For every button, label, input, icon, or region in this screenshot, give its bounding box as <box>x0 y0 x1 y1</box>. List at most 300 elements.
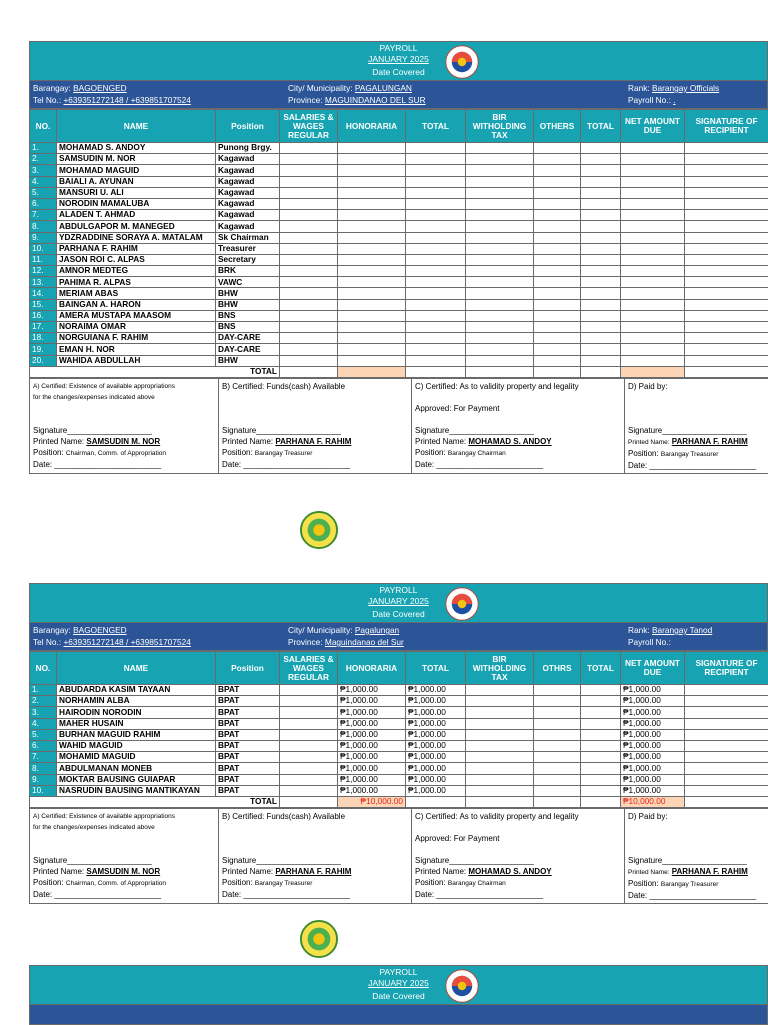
signature-cell <box>685 176 768 187</box>
position-line: Position: Barangay Chairman <box>415 447 621 459</box>
table-row <box>30 740 768 751</box>
employee-position: BRK <box>216 266 280 277</box>
barangay-seal-icon <box>300 511 338 549</box>
total2-cell <box>581 299 621 310</box>
employee-position: BPAT <box>216 740 280 751</box>
table-row <box>30 176 768 187</box>
row-number: 9. <box>30 774 57 785</box>
province-value: MAGUINDANAO DEL SUR <box>325 95 426 105</box>
total2-cell <box>581 143 621 154</box>
position-line: Position: Barangay Treasurer <box>222 877 408 889</box>
row-number: 18. <box>30 333 57 344</box>
total2-cell <box>581 198 621 209</box>
position-value: Chairman, Comm. of Appropriation <box>66 450 166 457</box>
salaries-cell <box>280 154 338 165</box>
net-amount-cell <box>621 344 685 355</box>
employee-position: Kagawad <box>216 187 280 198</box>
employee-position: BPAT <box>216 785 280 796</box>
employee-name: WAHIDA ABDULLAH <box>57 355 216 366</box>
rank-value: Barangay Officials <box>652 83 719 93</box>
signature-cell <box>685 198 768 209</box>
printed-name-value: MOHAMAD S. ANDOY <box>468 437 551 446</box>
bir-tax-cell <box>466 187 534 198</box>
certification-section <box>29 808 768 904</box>
others-cell <box>534 310 581 321</box>
salaries-cell <box>280 707 338 718</box>
others-cell <box>534 277 581 288</box>
others-cell <box>534 254 581 265</box>
honoraria-cell <box>338 221 406 232</box>
total2-cell <box>581 165 621 176</box>
bir-tax-cell <box>466 299 534 310</box>
salaries-cell <box>280 299 338 310</box>
bir-tax-cell <box>466 143 534 154</box>
total-cell <box>406 143 466 154</box>
honoraria-cell: ₱1,000.00 <box>338 740 406 751</box>
employee-name: ABDULGAPOR M. MANEGED <box>57 221 216 232</box>
total2-cell <box>581 232 621 243</box>
honoraria-cell: ₱1,000.00 <box>338 763 406 774</box>
signature-line: Signature___________________ <box>628 425 765 436</box>
printed-name-line: Printed Name: PARHANA F. RAHIM <box>628 866 765 878</box>
net-amount-cell <box>621 176 685 187</box>
salaries-cell <box>280 143 338 154</box>
honoraria-cell: ₱1,000.00 <box>338 729 406 740</box>
printed-name-value: SAMSUDIN M. NOR <box>86 867 160 876</box>
total2-cell <box>581 696 621 707</box>
others-cell <box>534 210 581 221</box>
table-row <box>30 277 768 288</box>
payroll-info-bar: Barangay: BAGOENGED Tel No.: +639351272148 / +639851707524 City/ Municipality: PAGALUNGAN Province: MAGUINDANAO DEL SUR Rank: Barangay Officials Payroll No.: . <box>29 81 768 109</box>
employee-name: HAIRODIN NORODIN <box>57 707 216 718</box>
employee-name: NORAIMA OMAR <box>57 322 216 333</box>
signature-cell <box>685 752 768 763</box>
payroll-title-bar <box>29 41 768 81</box>
payroll-info-bar: Barangay: BAGOENGED Tel No.: +639351272148 / +639851707524 City/ Municipality: Pagalungan Province: Maguindanao del Sur Rank: Barangay Tanod Payroll No.: <box>29 623 768 651</box>
signature-line: Signature___________________ <box>33 855 215 866</box>
total2-cell <box>581 322 621 333</box>
total2-cell <box>581 310 621 321</box>
barangay-value: BAGOENGED <box>73 625 126 635</box>
employee-position: Kagawad <box>216 154 280 165</box>
others-cell <box>534 154 581 165</box>
salaries-cell <box>280 187 338 198</box>
honoraria-cell <box>338 176 406 187</box>
row-number: 6. <box>30 740 57 751</box>
others-cell <box>534 774 581 785</box>
salaries-cell <box>280 221 338 232</box>
employee-name: YDZRADDINE SORAYA A. MATALAM <box>57 232 216 243</box>
employee-position: Treasurer <box>216 243 280 254</box>
bir-tax-cell <box>466 176 534 187</box>
honoraria-cell <box>338 288 406 299</box>
row-number: 13. <box>30 277 57 288</box>
salaries-cell <box>280 176 338 187</box>
total-cell <box>406 176 466 187</box>
salaries-cell <box>280 763 338 774</box>
total-cell: ₱1,000.00 <box>406 763 466 774</box>
total2-cell <box>581 333 621 344</box>
salaries-cell <box>280 243 338 254</box>
honoraria-cell: ₱1,000.00 <box>338 718 406 729</box>
payroll-period: JANUARY 2025 <box>30 978 767 988</box>
salaries-cell <box>280 333 338 344</box>
honoraria-cell <box>338 165 406 176</box>
table-row <box>30 355 768 366</box>
honoraria-cell <box>338 210 406 221</box>
others-cell <box>534 344 581 355</box>
employee-position: DAY-CARE <box>216 344 280 355</box>
salaries-cell <box>280 740 338 751</box>
cert-text: for the changes/expenses indicated above <box>33 822 215 833</box>
payroll-sheet-partial <box>29 965 768 1025</box>
signature-line: Signature___________________ <box>222 425 408 436</box>
total2-cell <box>581 685 621 696</box>
others-cell <box>534 221 581 232</box>
employee-position: Kagawad <box>216 221 280 232</box>
employee-position: BPAT <box>216 718 280 729</box>
net-amount-cell <box>621 333 685 344</box>
total2-cell <box>581 763 621 774</box>
honoraria-cell <box>338 232 406 243</box>
signature-cell <box>685 344 768 355</box>
net-amount-cell: ₱1,000.00 <box>621 763 685 774</box>
honoraria-cell: ₱1,000.00 <box>338 685 406 696</box>
row-number: 4. <box>30 176 57 187</box>
total2-cell <box>581 774 621 785</box>
total2-cell <box>581 344 621 355</box>
table-row <box>30 210 768 221</box>
employee-name: BURHAN MAGUID RAHIM <box>57 729 216 740</box>
honoraria-cell <box>338 243 406 254</box>
employee-name: NASRUDIN BAUSING MANTIKAYAN <box>57 785 216 796</box>
bir-tax-cell <box>466 740 534 751</box>
bir-tax-cell <box>466 729 534 740</box>
signature-cell <box>685 299 768 310</box>
table-row <box>30 685 768 696</box>
signature-cell <box>685 232 768 243</box>
cert-text: B) Certified: Funds(cash) Available <box>222 811 408 822</box>
employee-position: Kagawad <box>216 176 280 187</box>
total2-cell <box>581 210 621 221</box>
others-cell <box>534 322 581 333</box>
salaries-cell <box>280 266 338 277</box>
total2-cell <box>581 221 621 232</box>
total2-cell <box>581 288 621 299</box>
table-row <box>30 165 768 176</box>
net-amount-cell <box>621 277 685 288</box>
employee-name: ABUDARDA KASIM TAYAAN <box>57 685 216 696</box>
payroll-title: PAYROLL <box>30 585 767 595</box>
salaries-cell <box>280 729 338 740</box>
signature-line: Signature___________________ <box>415 855 621 866</box>
date-line: Date: ________________________ <box>415 459 621 470</box>
province-value: Maguindanao del Sur <box>325 637 404 647</box>
row-number: 17. <box>30 322 57 333</box>
signature-cell <box>685 254 768 265</box>
row-number: 6. <box>30 198 57 209</box>
row-number: 2. <box>30 154 57 165</box>
cert-text: B) Certified: Funds(cash) Available <box>222 381 408 392</box>
position-line: Position: Barangay Chairman <box>415 877 621 889</box>
honoraria-cell <box>338 277 406 288</box>
salaries-cell <box>280 718 338 729</box>
table-row <box>30 333 768 344</box>
total-cell <box>406 154 466 165</box>
signature-cell <box>685 266 768 277</box>
employee-position: Kagawad <box>216 210 280 221</box>
honoraria-cell <box>338 355 406 366</box>
date-line: Date: ________________________ <box>222 459 408 470</box>
bir-tax-cell <box>466 763 534 774</box>
total2-cell <box>581 266 621 277</box>
signature-cell <box>685 288 768 299</box>
total2-cell <box>581 277 621 288</box>
position-value: Barangay Chairman <box>448 450 506 457</box>
table-row <box>30 232 768 243</box>
others-cell <box>534 333 581 344</box>
tel-value: +639351272148 / +639851707524 <box>63 95 190 105</box>
table-row <box>30 187 768 198</box>
net-amount-cell: ₱1,000.00 <box>621 729 685 740</box>
salaries-cell <box>280 165 338 176</box>
bir-tax-cell <box>466 288 534 299</box>
employee-name: WAHID MAGUID <box>57 740 216 751</box>
position-value: Barangay Chairman <box>448 880 506 887</box>
municipal-seal-icon <box>445 587 479 621</box>
table-row <box>30 143 768 154</box>
signature-cell <box>685 707 768 718</box>
total-cell <box>406 344 466 355</box>
row-number: 1. <box>30 143 57 154</box>
honoraria-cell: ₱1,000.00 <box>338 774 406 785</box>
signature-cell <box>685 322 768 333</box>
net-amount-cell <box>621 165 685 176</box>
employee-position: BPAT <box>216 763 280 774</box>
others-cell <box>534 718 581 729</box>
row-number: 7. <box>30 210 57 221</box>
printed-name-value: SAMSUDIN M. NOR <box>86 437 160 446</box>
rank-value: Barangay Tanod <box>652 625 712 635</box>
printed-name-value: PARHANA F. RAHIM <box>275 867 351 876</box>
cert-text: C) Certified: As to validity property and legality <box>415 381 621 392</box>
row-number: 8. <box>30 763 57 774</box>
total-cell <box>406 232 466 243</box>
total-cell: ₱1,000.00 <box>406 740 466 751</box>
employee-name: NORHAMIN ALBA <box>57 696 216 707</box>
bir-tax-cell <box>466 696 534 707</box>
cert-block-d <box>625 808 768 903</box>
salaries-cell <box>280 210 338 221</box>
employee-position: BPAT <box>216 685 280 696</box>
total-cell: ₱1,000.00 <box>406 785 466 796</box>
total-cell <box>406 198 466 209</box>
employee-name: MANSURI U. ALI <box>57 187 216 198</box>
salaries-cell <box>280 685 338 696</box>
payroll-title: PAYROLL <box>30 967 767 977</box>
date-line: Date: ________________________ <box>415 889 621 900</box>
others-cell <box>534 785 581 796</box>
printed-name-value: PARHANA F. RAHIM <box>672 867 748 876</box>
employee-position: Kagawad <box>216 198 280 209</box>
table-row <box>30 696 768 707</box>
employee-name: AMERA MUSTAPA MAASOM <box>57 310 216 321</box>
signature-cell <box>685 729 768 740</box>
employee-name: AMNOR MEDTEG <box>57 266 216 277</box>
honoraria-cell <box>338 322 406 333</box>
honoraria-cell: ₱1,000.00 <box>338 696 406 707</box>
honoraria-cell <box>338 198 406 209</box>
total2-cell <box>581 355 621 366</box>
employee-name: ALADEN T. AHMAD <box>57 210 216 221</box>
table-row <box>30 198 768 209</box>
employee-position: DAY-CARE <box>216 333 280 344</box>
net-amount-cell <box>621 221 685 232</box>
date-line: Date: ________________________ <box>33 459 215 470</box>
net-amount-cell <box>621 143 685 154</box>
employee-position: VAWC <box>216 277 280 288</box>
net-amount-cell: ₱1,000.00 <box>621 785 685 796</box>
cert-text: D) Paid by: <box>628 381 765 392</box>
printed-name-value: MOHAMAD S. ANDOY <box>468 867 551 876</box>
honoraria-cell: ₱1,000.00 <box>338 707 406 718</box>
total2-cell <box>581 729 621 740</box>
table-row <box>30 718 768 729</box>
table-row <box>30 310 768 321</box>
total-cell: ₱1,000.00 <box>406 752 466 763</box>
signature-cell <box>685 333 768 344</box>
total-cell: ₱1,000.00 <box>406 774 466 785</box>
bir-tax-cell <box>466 718 534 729</box>
printed-name-line: Printed Name: PARHANA F. RAHIM <box>222 436 408 447</box>
signature-cell <box>685 310 768 321</box>
cert-block-c <box>412 808 625 903</box>
barangay-seal-icon <box>300 920 338 958</box>
table-row <box>30 221 768 232</box>
bir-tax-cell <box>466 322 534 333</box>
others-cell <box>534 685 581 696</box>
signature-cell <box>685 165 768 176</box>
signature-cell <box>685 143 768 154</box>
honoraria-cell: ₱1,000.00 <box>338 785 406 796</box>
total-cell <box>406 266 466 277</box>
position-line: Position: Chairman, Comm. of Appropriation <box>33 877 215 889</box>
net-amount-cell <box>621 310 685 321</box>
others-cell <box>534 288 581 299</box>
total-cell <box>406 299 466 310</box>
salaries-cell <box>280 310 338 321</box>
table-header-row: NO. NAME Position SALARIES & WAGES REGULAR HONORARIA TOTAL BIR WITHOLDING TAX OTHRS TOTAL NET AMOUNT DUE SIGNATURE OF RECIPIENT <box>30 652 768 685</box>
others-cell <box>534 176 581 187</box>
total2-cell <box>581 785 621 796</box>
cert-block-a <box>30 378 219 473</box>
net-amount-cell <box>621 299 685 310</box>
table-row <box>30 344 768 355</box>
signature-cell <box>685 740 768 751</box>
employee-name: MOHAMID MAGUID <box>57 752 216 763</box>
others-cell <box>534 243 581 254</box>
printed-name-line: Printed Name: MOHAMAD S. ANDOY <box>415 866 621 877</box>
date-line: Date: ________________________ <box>628 890 765 901</box>
others-cell <box>534 165 581 176</box>
signature-cell <box>685 277 768 288</box>
employee-name: PARHANA F. RAHIM <box>57 243 216 254</box>
salaries-cell <box>280 232 338 243</box>
payroll-title-bar <box>29 965 768 1005</box>
total-cell <box>406 355 466 366</box>
row-number: 9. <box>30 232 57 243</box>
net-amount-cell: ₱1,000.00 <box>621 718 685 729</box>
bir-tax-cell <box>466 154 534 165</box>
total2-cell <box>581 187 621 198</box>
signature-cell <box>685 221 768 232</box>
cert-block-a <box>30 808 219 903</box>
date-line: Date: ________________________ <box>628 460 765 471</box>
bir-tax-cell <box>466 752 534 763</box>
date-covered-label: Date Covered <box>30 67 767 77</box>
row-number: 16. <box>30 310 57 321</box>
row-number: 10. <box>30 243 57 254</box>
total-cell <box>406 277 466 288</box>
total-cell: ₱1,000.00 <box>406 718 466 729</box>
signature-cell <box>685 187 768 198</box>
employee-name: BAINGAN A. HARON <box>57 299 216 310</box>
row-number: 3. <box>30 707 57 718</box>
bir-tax-cell <box>466 266 534 277</box>
row-number: 12. <box>30 266 57 277</box>
table-row <box>30 266 768 277</box>
row-number: 2. <box>30 696 57 707</box>
signature-cell <box>685 718 768 729</box>
others-cell <box>534 198 581 209</box>
net-amount-cell: ₱1,000.00 <box>621 696 685 707</box>
honoraria-cell: ₱1,000.00 <box>338 752 406 763</box>
position-line: Position: Chairman, Comm. of Appropriation <box>33 447 215 459</box>
table-row <box>30 243 768 254</box>
employee-name: MOKTAR BAUSING GUIAPAR <box>57 774 216 785</box>
table-row <box>30 322 768 333</box>
table-total-row: TOTAL <box>30 366 768 377</box>
salaries-cell <box>280 355 338 366</box>
others-cell <box>534 752 581 763</box>
table-total-row: TOTAL ₱10,000.00 ₱10,000.00 <box>30 796 768 807</box>
date-line: Date: ________________________ <box>33 889 215 900</box>
total2-cell <box>581 740 621 751</box>
row-number: 11. <box>30 254 57 265</box>
honoraria-cell <box>338 310 406 321</box>
employee-name: MAHER HUSAIN <box>57 718 216 729</box>
employee-name: JASON ROI C. ALPAS <box>57 254 216 265</box>
employee-name: NORGUIANA F. RAHIM <box>57 333 216 344</box>
payroll-table <box>29 651 768 808</box>
total2-cell <box>581 254 621 265</box>
net-amount-cell: ₱1,000.00 <box>621 740 685 751</box>
total-cell <box>406 165 466 176</box>
cert-text: Approved: For Payment <box>415 403 621 414</box>
payroll-title-bar <box>29 583 768 623</box>
total2-cell <box>581 176 621 187</box>
employee-position: Punong Brgy. <box>216 143 280 154</box>
total-cell <box>406 254 466 265</box>
cert-text: C) Certified: As to validity property and legality <box>415 811 621 822</box>
employee-name: EMAN H. NOR <box>57 344 216 355</box>
row-number: 7. <box>30 752 57 763</box>
printed-name-line: Printed Name: SAMSUDIN M. NOR <box>33 436 215 447</box>
employee-position: Sk Chairman <box>216 232 280 243</box>
others-cell <box>534 740 581 751</box>
total2-cell <box>581 752 621 763</box>
bir-tax-cell <box>466 232 534 243</box>
